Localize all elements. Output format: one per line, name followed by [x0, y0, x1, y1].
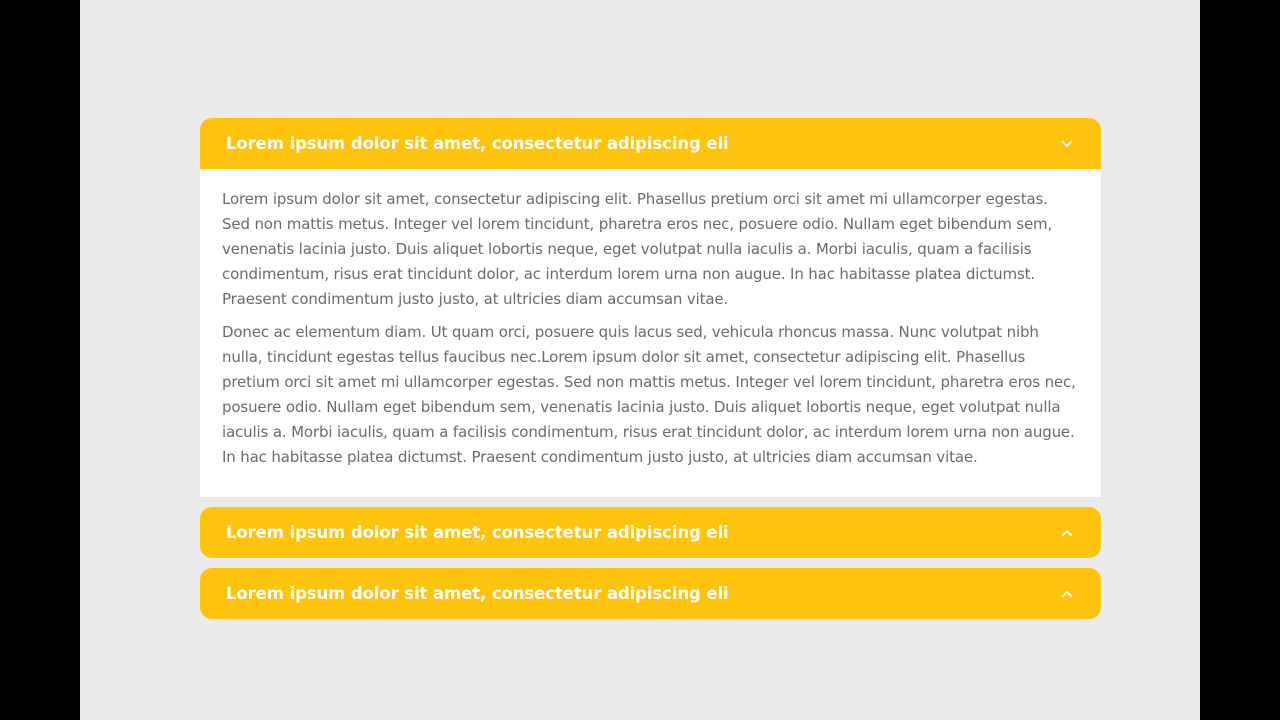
- chevron-up-icon[interactable]: [1059, 586, 1075, 602]
- accordion-item-3: [200, 568, 1101, 619]
- panel-paragraph-1: Lorem ipsum dolor sit amet, consectetur adipiscing elit. Phasellus pretium orci sit amet mi ullamcorper egestas. Sed non mattis metus. Integer vel lorem tincidunt, pharetra eros nec, posuere odio. Nullam eget bibendum sem, venenatis lacinia justo. Duis aliquet lobortis neque, eget volutpat nulla iaculis a. Morbi iaculis, quam a facilisis condimentum, risus erat tincidunt dolor, ac interdum lorem urna non augue. In hac habitasse platea dictumst. Praesent condimentum justo justo, at ultricies diam accumsan vitae.: [222, 190, 1053, 308]
- accordion-title-3: Lorem ipsum dolor sit amet, consectetur adipiscing eli: [226, 584, 729, 603]
- panel-paragraph-2: Donec ac elementum diam. Ut quam orci, posuere quis lacus sed, vehicula rhoncus massa. Nunc volutpat nibh nulla, tincidunt egestas tellus faucibus nec.Lorem ipsum dolor sit amet, consectetur adipiscing elit. Phasellus pretium orci sit amet mi ullamcorper egestas. Sed non mattis metus. Integer vel lorem tincidunt, pharetra eros nec, posuere odio. Nullam eget bibendum sem, venenatis lacinia justo. Duis aliquet lobortis neque, eget volutpat nulla iaculis a. Morbi iaculis, quam a facilisis condimentum, risus erat tincidunt dolor, ac interdum lorem urna non augue. In hac habitasse platea dictumst. Praesent condimentum justo justo, at ultricies diam accumsan vitae.: [222, 323, 1076, 466]
- accordion-item-1: [200, 118, 1101, 497]
- accordion-panel-1: [200, 169, 1101, 497]
- accordion-title-2: Lorem ipsum dolor sit amet, consectetur adipiscing eli: [226, 523, 729, 542]
- accordion: [200, 118, 1101, 629]
- accordion-item-2: [200, 507, 1101, 558]
- accordion-header-3[interactable]: [200, 568, 1101, 619]
- accordion-header-2[interactable]: [200, 507, 1101, 558]
- accordion-title-1: Lorem ipsum dolor sit amet, consectetur adipiscing eli: [226, 134, 729, 153]
- chevron-down-icon[interactable]: [1059, 136, 1075, 152]
- chevron-up-icon[interactable]: [1059, 525, 1075, 541]
- page-background: [80, 0, 1200, 720]
- accordion-header-1[interactable]: [200, 118, 1101, 169]
